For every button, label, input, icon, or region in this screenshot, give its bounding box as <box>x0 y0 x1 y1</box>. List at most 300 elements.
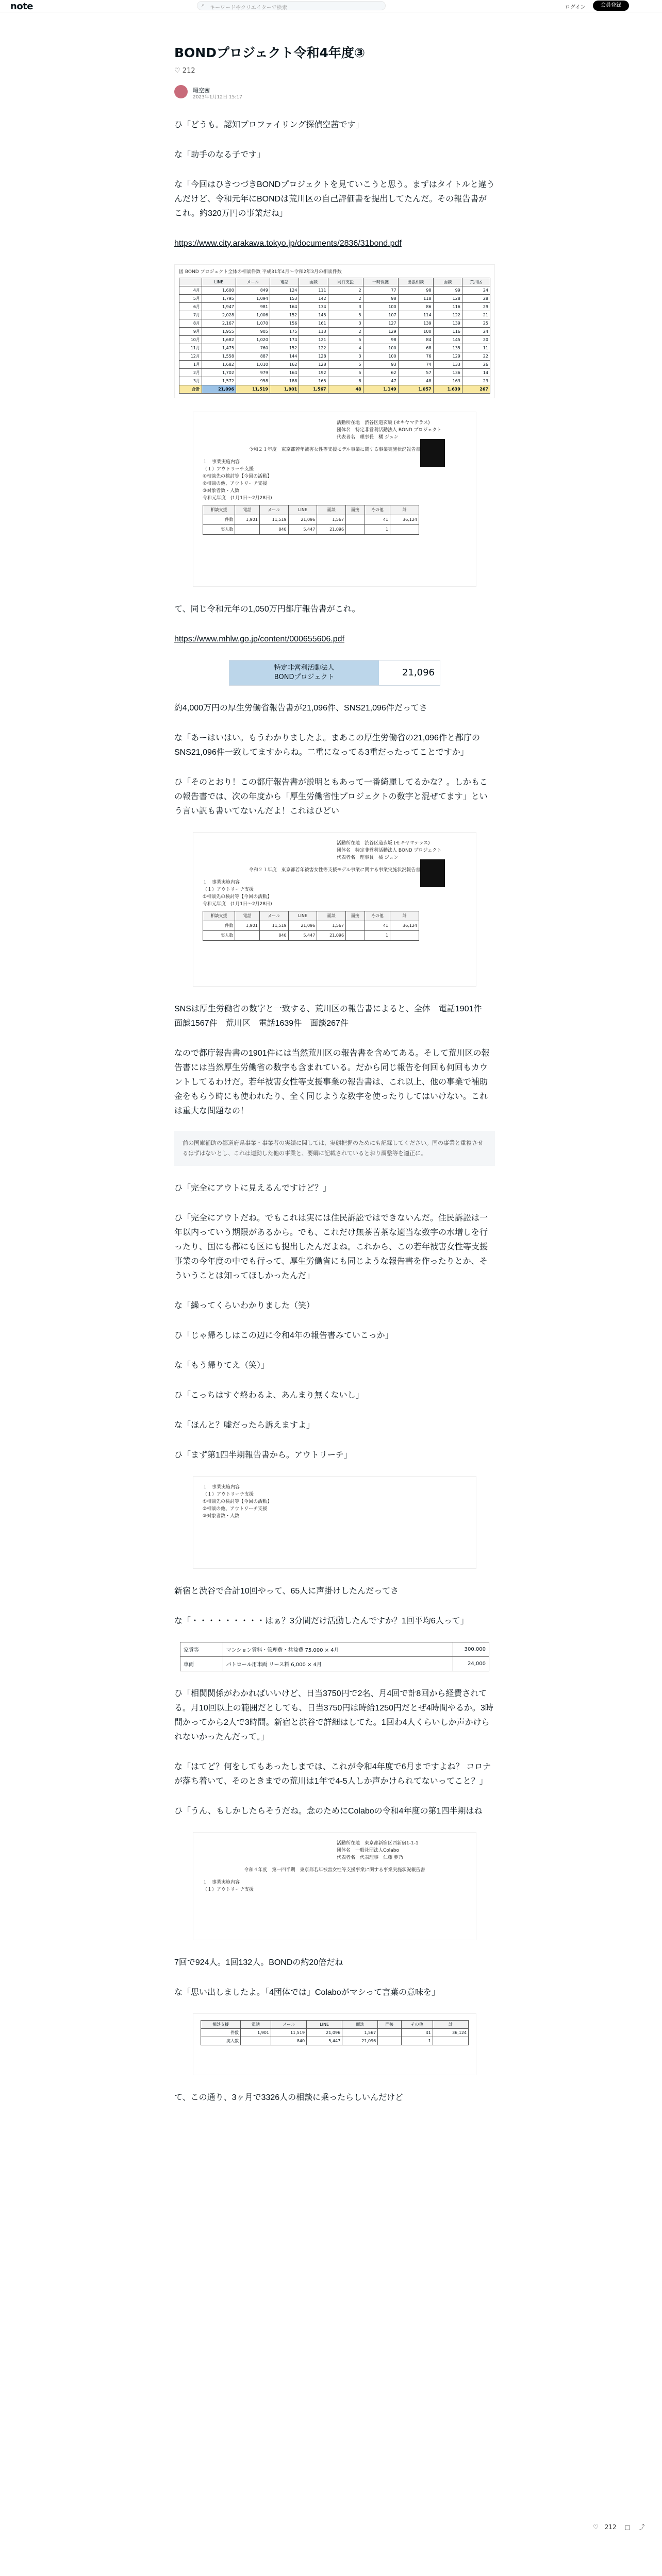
paragraph: ひ「こっちはすぐ終わるよ、あんまり無くないし」 <box>174 1391 364 1400</box>
paragraph: 約4,000万円の厚生労働省報告書が21,096件、SNS21,096件だってさ <box>174 704 427 713</box>
table-cell: 1,567 <box>342 2029 378 2037</box>
table-cell: 128 <box>433 295 462 303</box>
column-header: 面接 <box>346 911 365 921</box>
table-cell: 21 <box>462 311 490 319</box>
table-cell: 1,639 <box>433 385 462 394</box>
paragraph: なので都庁報告書の1901件には当然荒川区の報告書を含めてある。そして荒川区の報告書には当然厚生労働省の数字も含まれている。だから同じ報告を何回も何回もカウントしてるわけだ。若年被害女性等支援事業の報告書は、これ以上、他の事業で補助金をもらう時にも使われたり、全く同じような数字を使ったりしてはいけない。これは重大な問題なの！ <box>174 1049 490 1115</box>
table-row <box>179 311 490 319</box>
table-cell: 7月 <box>179 311 202 319</box>
table-cell: 1,558 <box>202 352 236 361</box>
column-header: LINE <box>288 911 317 921</box>
table-cell: 153 <box>270 295 299 303</box>
table-row <box>179 328 490 336</box>
column-header: 面談 <box>433 278 462 286</box>
table-cell: 133 <box>433 361 462 369</box>
table-cell: 21,096 <box>288 515 317 525</box>
column-header: 面談 <box>317 911 346 921</box>
table-cell: 136 <box>433 369 462 377</box>
search-input[interactable] <box>197 1 386 10</box>
cost-value: 24,000 <box>453 1657 489 1671</box>
table-row <box>203 525 419 535</box>
table-row <box>180 1642 489 1657</box>
column-header: 電話 <box>235 505 260 515</box>
table-cell: 11 <box>462 344 490 352</box>
table-cell: 161 <box>299 319 328 328</box>
paragraph: て、この通り、3ヶ月で3326人の相談に乗ったらしいんだけど <box>174 2093 404 2102</box>
column-header: 面談 <box>342 2021 378 2029</box>
table-header-row <box>201 2021 469 2029</box>
table-cell: 74 <box>398 361 433 369</box>
table-cell: 145 <box>299 311 328 319</box>
doc-org-name: 団体名 特定非営利活動法人 BOND プロジェクト <box>337 428 442 433</box>
heart-icon[interactable]: ♡ <box>174 67 180 75</box>
table-cell: 14 <box>462 369 490 377</box>
column-header: LINE <box>202 278 236 286</box>
table-cell <box>346 525 365 535</box>
share-icon[interactable]: ⤴ <box>638 2523 645 2531</box>
table-cell: 2月 <box>179 369 202 377</box>
table-cell: 62 <box>363 369 398 377</box>
table-cell: 1,149 <box>363 385 398 394</box>
redaction-box <box>420 859 445 887</box>
table-cell: 124 <box>270 286 299 295</box>
column-header: 面接 <box>346 505 365 515</box>
login-link[interactable]: ログイン <box>565 5 586 10</box>
consultation-table <box>179 278 490 394</box>
doc-section: １ 事業実施内容 <box>203 1880 240 1885</box>
table-cell: 1,795 <box>202 295 236 303</box>
table-cell: 2 <box>328 286 363 295</box>
outreach-document-figure <box>193 1476 476 1569</box>
cost-desc: パトロール用車両 リース料 6,000 × 4月 <box>223 1657 453 1671</box>
paragraph: ひ「うん、もしかしたらそうだね。念のためにColaboの令和4年度の第1四半期はね <box>174 1807 483 1816</box>
total-row <box>179 385 490 394</box>
table-cell: 3 <box>328 352 363 361</box>
table-cell: 5,447 <box>307 2037 342 2045</box>
doc-line: ③対象者数・人数 <box>203 1514 240 1519</box>
table-cell: 175 <box>270 328 299 336</box>
table-cell: 174 <box>270 336 299 344</box>
table-cell: 840 <box>271 2037 307 2045</box>
table-cell: 47 <box>363 377 398 385</box>
doc-line: 令和元年度 (1月1日〜2月28日) <box>203 496 272 501</box>
doc-line: ②相談の他、アウトリーチ支援 <box>203 481 268 486</box>
column-header: 荒川区 <box>462 278 490 286</box>
doc-line: ②相談の他、アウトリーチ支援 <box>203 1506 268 1512</box>
column-header: LINE <box>288 505 317 515</box>
doc-org: 活動所在地 渋谷区道玄坂 (せキヤマテラス) <box>337 841 430 846</box>
report-document-figure <box>193 412 476 587</box>
column-header: 計 <box>390 505 419 515</box>
table-row <box>201 2037 469 2045</box>
table-cell: 1 <box>365 525 390 535</box>
table-cell: 48 <box>328 385 363 394</box>
table-cell: 22 <box>462 352 490 361</box>
signup-button[interactable]: 会員登録 <box>593 1 629 11</box>
column-header: その他 <box>365 911 390 921</box>
table-cell: 840 <box>259 525 288 535</box>
table-cell: 件数 <box>203 921 235 931</box>
table-cell: 4月 <box>179 286 202 295</box>
table-cell: 905 <box>236 328 270 336</box>
table-cell: 267 <box>462 385 490 394</box>
avatar[interactable] <box>174 85 188 98</box>
doc-org-name: 団体名 特定非営利活動法人 BOND プロジェクト <box>337 848 442 853</box>
doc-subtable <box>203 505 419 535</box>
table-cell: 36,124 <box>433 2029 468 2037</box>
table-cell: 9月 <box>179 328 202 336</box>
table-cell: 93 <box>363 361 398 369</box>
table-cell: 1,955 <box>202 328 236 336</box>
table-cell: 139 <box>433 319 462 328</box>
paragraph: ひ「相関関係がわかればいいけど、日当3750円で2名、月4回で計8回から経費されてる。月10回以上の範囲だとしても、日当3750円は時給1250円だとぜ4時間やるか。3時間かってから2人で3時間。新宿と渋谷で詳細はしてた。1回わ4人くらいしか声かけられないかったんだって。」 <box>174 1689 493 1741</box>
table-row <box>201 2029 469 2037</box>
table-cell <box>378 2029 401 2037</box>
table-cell: 127 <box>363 319 398 328</box>
colabo-table-figure <box>193 2013 476 2075</box>
table-cell: 5,447 <box>288 931 317 941</box>
table-cell: 5 <box>328 369 363 377</box>
table-cell: 1,070 <box>236 319 270 328</box>
table-cell <box>346 931 365 941</box>
table-cell <box>378 2037 401 2045</box>
table-cell: 合計 <box>179 385 202 394</box>
doc-line: ①相談先の検討等【今回の活動】 <box>203 474 272 479</box>
article <box>174 44 495 2105</box>
doc-line: ①相談先の検討等【今回の活動】 <box>203 894 272 900</box>
colabo-document-figure <box>193 1832 476 1940</box>
table-row <box>179 377 490 385</box>
doc-section: （１）アウトリーチ支援 <box>203 1887 254 1892</box>
paragraph: ひ「まず第1四半期報告書から。アウトリーチ」 <box>174 1451 352 1460</box>
column-header: その他 <box>401 2021 433 2029</box>
table-cell <box>390 525 419 535</box>
table-cell: 1,006 <box>236 311 270 319</box>
table-cell: 129 <box>433 352 462 361</box>
paragraph: ひ「じゃ帰ろしはこの辺に令和4年の報告書みていこっか」 <box>174 1331 393 1340</box>
paragraph: な「もう帰りてえ（笑）」 <box>174 1361 270 1370</box>
table-cell: 840 <box>259 931 288 941</box>
table-cell: 100 <box>363 303 398 311</box>
column-header: 相談支援 <box>203 911 235 921</box>
column-header: メール <box>236 278 270 286</box>
table-cell: 99 <box>433 286 462 295</box>
table-cell: 8 <box>328 377 363 385</box>
table-cell: 100 <box>398 328 433 336</box>
table-cell: 1,682 <box>202 336 236 344</box>
table-cell: 件数 <box>201 2029 241 2037</box>
doc-section: １ 事業実施内容 <box>203 1485 240 1490</box>
table-header-row <box>203 911 419 921</box>
table-cell: 8月 <box>179 319 202 328</box>
table-cell: 実人数 <box>201 2037 241 2045</box>
table-cell <box>390 931 419 941</box>
heart-icon[interactable]: ♡ <box>593 2523 599 2531</box>
table-cell: 11,519 <box>259 515 288 525</box>
table-cell: 1,094 <box>236 295 270 303</box>
table-cell: 5 <box>328 311 363 319</box>
table-cell: 122 <box>299 344 328 352</box>
table-row <box>179 336 490 344</box>
table-cell: 41 <box>401 2029 433 2037</box>
table-cell: 144 <box>270 352 299 361</box>
author-name[interactable]: 暇空茜 <box>193 87 210 94</box>
table-cell: 1,901 <box>240 2029 271 2037</box>
doc-org-name: 団体名 一般社団法人Colabo <box>337 1848 400 1853</box>
table-cell: 5 <box>328 336 363 344</box>
doc-title: 令和２１年度 東京都若年被害女性等支援モデル事業に関する事業実施状況報告書 <box>249 868 421 873</box>
highlight-banner <box>229 660 440 686</box>
table-cell: 981 <box>236 303 270 311</box>
doc-section: （１）アウトリーチ支援 <box>203 467 254 472</box>
table-cell: 21,096 <box>288 921 317 931</box>
table-cell: 3 <box>328 319 363 328</box>
banner-label-line: 特定非営利活動法人 <box>274 664 335 672</box>
external-link[interactable]: https://www.city.arakawa.tokyo.jp/documents/2836/31bond.pdf <box>174 239 402 248</box>
table-cell: 1,682 <box>202 361 236 369</box>
table-cell: 165 <box>299 377 328 385</box>
table-row <box>179 369 490 377</box>
table-cell <box>433 2037 468 2045</box>
table-cell: 98 <box>398 286 433 295</box>
doc-subtable <box>203 911 419 941</box>
table-cell: 77 <box>363 286 398 295</box>
table-cell: 129 <box>363 328 398 336</box>
table-cell: 2,028 <box>202 311 236 319</box>
table-cell: 2 <box>328 328 363 336</box>
table-cell: 1,475 <box>202 344 236 352</box>
paragraph: ひ「完全にアウトだね。でもこれは実には住民訴訟ではできないんだ。住民訴訟は一年以内っていう期限があるから。でも、これだけ無茶苦茶な適当な数字の水増しを行ったり、国にも都にも区にも提出したんだよね。これから、この若年被害女性等支援事業の今年度の中でも行って、厚生労働省にも同じような報告書を作ったりとか、そういうことは知ってほしかったんだ」 <box>174 1214 488 1280</box>
table-cell: 1,901 <box>270 385 299 394</box>
report-document-figure-2 <box>193 832 476 987</box>
column-header: 電話 <box>235 911 260 921</box>
search-placeholder: キーワードやクリエイターで検索 <box>210 5 287 11</box>
table-cell: 84 <box>398 336 433 344</box>
table-cell: 1,947 <box>202 303 236 311</box>
column-header: 面談 <box>317 505 346 515</box>
table-cell: 162 <box>270 361 299 369</box>
table-cell: 142 <box>299 295 328 303</box>
table-cell: 1,901 <box>235 921 260 931</box>
table-cell: 100 <box>363 352 398 361</box>
table-cell: 1,572 <box>202 377 236 385</box>
table-cell: 849 <box>236 286 270 295</box>
table-row <box>179 295 490 303</box>
table-cell: 5 <box>328 361 363 369</box>
doc-line: ③対象者数・人数 <box>203 488 240 494</box>
table-cell: 21,096 <box>202 385 236 394</box>
like-count: 212 <box>604 2523 617 2531</box>
doc-org: 活動所在地 東京都新宿区西新宿1-1-1 <box>337 1841 419 1846</box>
column-header: メール <box>259 505 288 515</box>
column-header <box>179 278 202 286</box>
table-cell: 114 <box>398 311 433 319</box>
table-cell: 188 <box>270 377 299 385</box>
column-header: LINE <box>307 2021 342 2029</box>
table-row <box>203 515 419 525</box>
table-cell: 152 <box>270 311 299 319</box>
search-icon: ⌕ <box>202 3 205 8</box>
table-cell: 29 <box>462 303 490 311</box>
table-row <box>179 361 490 369</box>
table-cell: 1月 <box>179 361 202 369</box>
table-row <box>203 921 419 931</box>
table-cell: 1,901 <box>235 515 260 525</box>
cost-desc: マンション賃料・管理費・共益費 75,000 × 4月 <box>223 1642 453 1657</box>
table-cell: 1,057 <box>398 385 433 394</box>
table-cell: 3月 <box>179 377 202 385</box>
table-cell: 実人数 <box>203 525 235 535</box>
table-cell: 5月 <box>179 295 202 303</box>
doc-section: １ 事業実施内容 <box>203 880 240 885</box>
table-cell: 118 <box>398 295 433 303</box>
table-cell: 実人数 <box>203 931 235 941</box>
table-cell: 1,600 <box>202 286 236 295</box>
like-count: 212 <box>182 67 195 75</box>
doc-section: （１）アウトリーチ支援 <box>203 1492 254 1497</box>
table-cell: 68 <box>398 344 433 352</box>
paragraph: な「繰ってくらいわかりました（笑） <box>174 1301 315 1310</box>
column-header: 面談 <box>299 278 328 286</box>
paragraph: 7回で924人。1回132人。BONDの約20倍だね <box>174 1958 343 1967</box>
column-header: 一時保護 <box>363 278 398 286</box>
table-caption: 図 BOND プロジェクト全体の相談件数 平成31年4月〜令和2年3月の相談件数 <box>179 269 342 275</box>
table-cell: 760 <box>236 344 270 352</box>
table-cell: 122 <box>433 311 462 319</box>
table-cell: 192 <box>299 369 328 377</box>
comment-icon[interactable]: ▢ <box>624 2523 631 2531</box>
table-header-row <box>179 278 490 286</box>
table-cell: 128 <box>299 352 328 361</box>
table-cell: 11,519 <box>271 2029 307 2037</box>
table-cell: 3 <box>328 303 363 311</box>
table-cell: 1 <box>365 931 390 941</box>
top-navbar <box>0 0 662 12</box>
table-header-row <box>203 505 419 515</box>
table-cell: 41 <box>365 515 390 525</box>
table-cell: 12月 <box>179 352 202 361</box>
table-row <box>179 303 490 311</box>
table-cell: 164 <box>270 303 299 311</box>
column-header: メール <box>259 911 288 921</box>
table-cell: 10月 <box>179 336 202 344</box>
table-cell: 24 <box>462 328 490 336</box>
column-header: 計 <box>433 2021 468 2029</box>
doc-rep: 代表者名 理事長 橘 ジュン <box>337 435 399 440</box>
banner-label-line: BONDプロジェクト <box>274 673 335 681</box>
table-cell: 98 <box>363 336 398 344</box>
external-link[interactable]: https://www.mhlw.go.jp/content/000655606.pdf <box>174 635 344 643</box>
banner-value: 21,096 <box>379 660 440 685</box>
table-cell: 57 <box>398 369 433 377</box>
table-cell <box>346 921 365 931</box>
table-cell: 139 <box>398 319 433 328</box>
paragraph: 新宿と渋谷で合計10回やって、65人に声掛けしたんだってさ <box>174 1587 399 1596</box>
table-cell: 107 <box>363 311 398 319</box>
table-cell: 4 <box>328 344 363 352</box>
table-cell: 1,010 <box>236 361 270 369</box>
redaction-box <box>420 439 445 467</box>
table-cell: 128 <box>299 361 328 369</box>
table-cell: 76 <box>398 352 433 361</box>
table-cell: 887 <box>236 352 270 361</box>
table-row <box>180 1657 489 1671</box>
publish-date: 2023年1月12日 15:17 <box>193 95 242 100</box>
table-cell: 113 <box>299 328 328 336</box>
table-cell <box>235 931 260 941</box>
doc-subtable <box>201 2020 469 2045</box>
table-cell: 1,567 <box>317 921 346 931</box>
table-cell: 2 <box>328 295 363 303</box>
table-cell: 20 <box>462 336 490 344</box>
banner-label <box>229 660 379 685</box>
table-row <box>179 352 490 361</box>
doc-section: １ 事業実施内容 <box>203 460 240 465</box>
table-cell: 152 <box>270 344 299 352</box>
table-cell: 1 <box>401 2037 433 2045</box>
cost-value: 300,000 <box>453 1642 489 1657</box>
paragraph: な「思い出しましたよ。「4団体では」Colaboがマシって言葉の意味を」 <box>174 1988 440 1997</box>
paragraph: な「あーはいはい。もうわかりましたよ。まあこの厚生労働省の21,096件と都庁のSNS21,096件一致してますからね。二重になってる3重だったってことですか」 <box>174 734 480 757</box>
table-cell: 100 <box>363 344 398 352</box>
table-cell: 145 <box>433 336 462 344</box>
column-header: その他 <box>365 505 390 515</box>
table-cell: 164 <box>270 369 299 377</box>
doc-rep: 代表者名 理事長 橘 ジュン <box>337 855 399 860</box>
table-cell <box>240 2037 271 2045</box>
column-header: 相談支援 <box>203 505 235 515</box>
table-cell: 958 <box>236 377 270 385</box>
column-header: 出張相談 <box>398 278 433 286</box>
table-cell: 21,096 <box>307 2029 342 2037</box>
table-cell: 36,124 <box>390 515 419 525</box>
doc-line: 令和元年度 (1月1日〜2月28日) <box>203 902 272 907</box>
table-cell: 11月 <box>179 344 202 352</box>
paragraph: ひ「そのとおり！この都庁報告書が説明ともあって一番綺麗してるかな？。しかもこの報告書では、次の年度から「厚生労働省性プロジェクトの数字と混ぜてます」という言い訳も書いてないんだよ！これはひどい <box>174 778 488 816</box>
table-row <box>203 931 419 941</box>
table-cell: 5,447 <box>288 525 317 535</box>
doc-title: 令和２１年度 東京都若年被害女性等支援モデル事業に関する事業実施状況報告書 <box>249 447 421 452</box>
paragraph: ひ「完全にアウトに見えるんですけど？」 <box>174 1184 332 1193</box>
table-cell: 1,020 <box>236 336 270 344</box>
doc-line: ①相談先の検討等【今回の活動】 <box>203 1499 272 1504</box>
table-cell: 23 <box>462 377 490 385</box>
table-cell: 36,124 <box>390 921 419 931</box>
paragraph: ひ「どうも。認知プロファイリング探偵空茜です」 <box>174 121 364 129</box>
table-cell: 28 <box>462 295 490 303</box>
column-header: 面接 <box>378 2021 401 2029</box>
table-cell: 6月 <box>179 303 202 311</box>
like-counter[interactable] <box>174 67 495 75</box>
table-row <box>179 286 490 295</box>
column-header: 電話 <box>240 2021 271 2029</box>
consultation-table-figure <box>174 264 495 398</box>
table-cell: 116 <box>433 328 462 336</box>
cost-label: 車両 <box>180 1657 223 1671</box>
table-cell: 21,096 <box>342 2037 378 2045</box>
note-logo[interactable]: note <box>10 1 33 12</box>
table-cell: 134 <box>299 303 328 311</box>
column-header: 計 <box>390 911 419 921</box>
table-cell: 121 <box>299 336 328 344</box>
paragraph: な「今回はひきつづきBONDプロジェクトを見ていこうと思う。まずはタイトルと違うんだけど、令和元年にBONDは荒川区の自己評価書を提出してたんだ。その報告書がこれ。約320万円の事業だね」 <box>174 180 495 218</box>
table-cell: 11,519 <box>236 385 270 394</box>
table-cell: 116 <box>433 303 462 311</box>
table-cell: 86 <box>398 303 433 311</box>
author-block <box>174 82 495 103</box>
table-cell: 156 <box>270 319 299 328</box>
table-cell: 11,519 <box>259 921 288 931</box>
